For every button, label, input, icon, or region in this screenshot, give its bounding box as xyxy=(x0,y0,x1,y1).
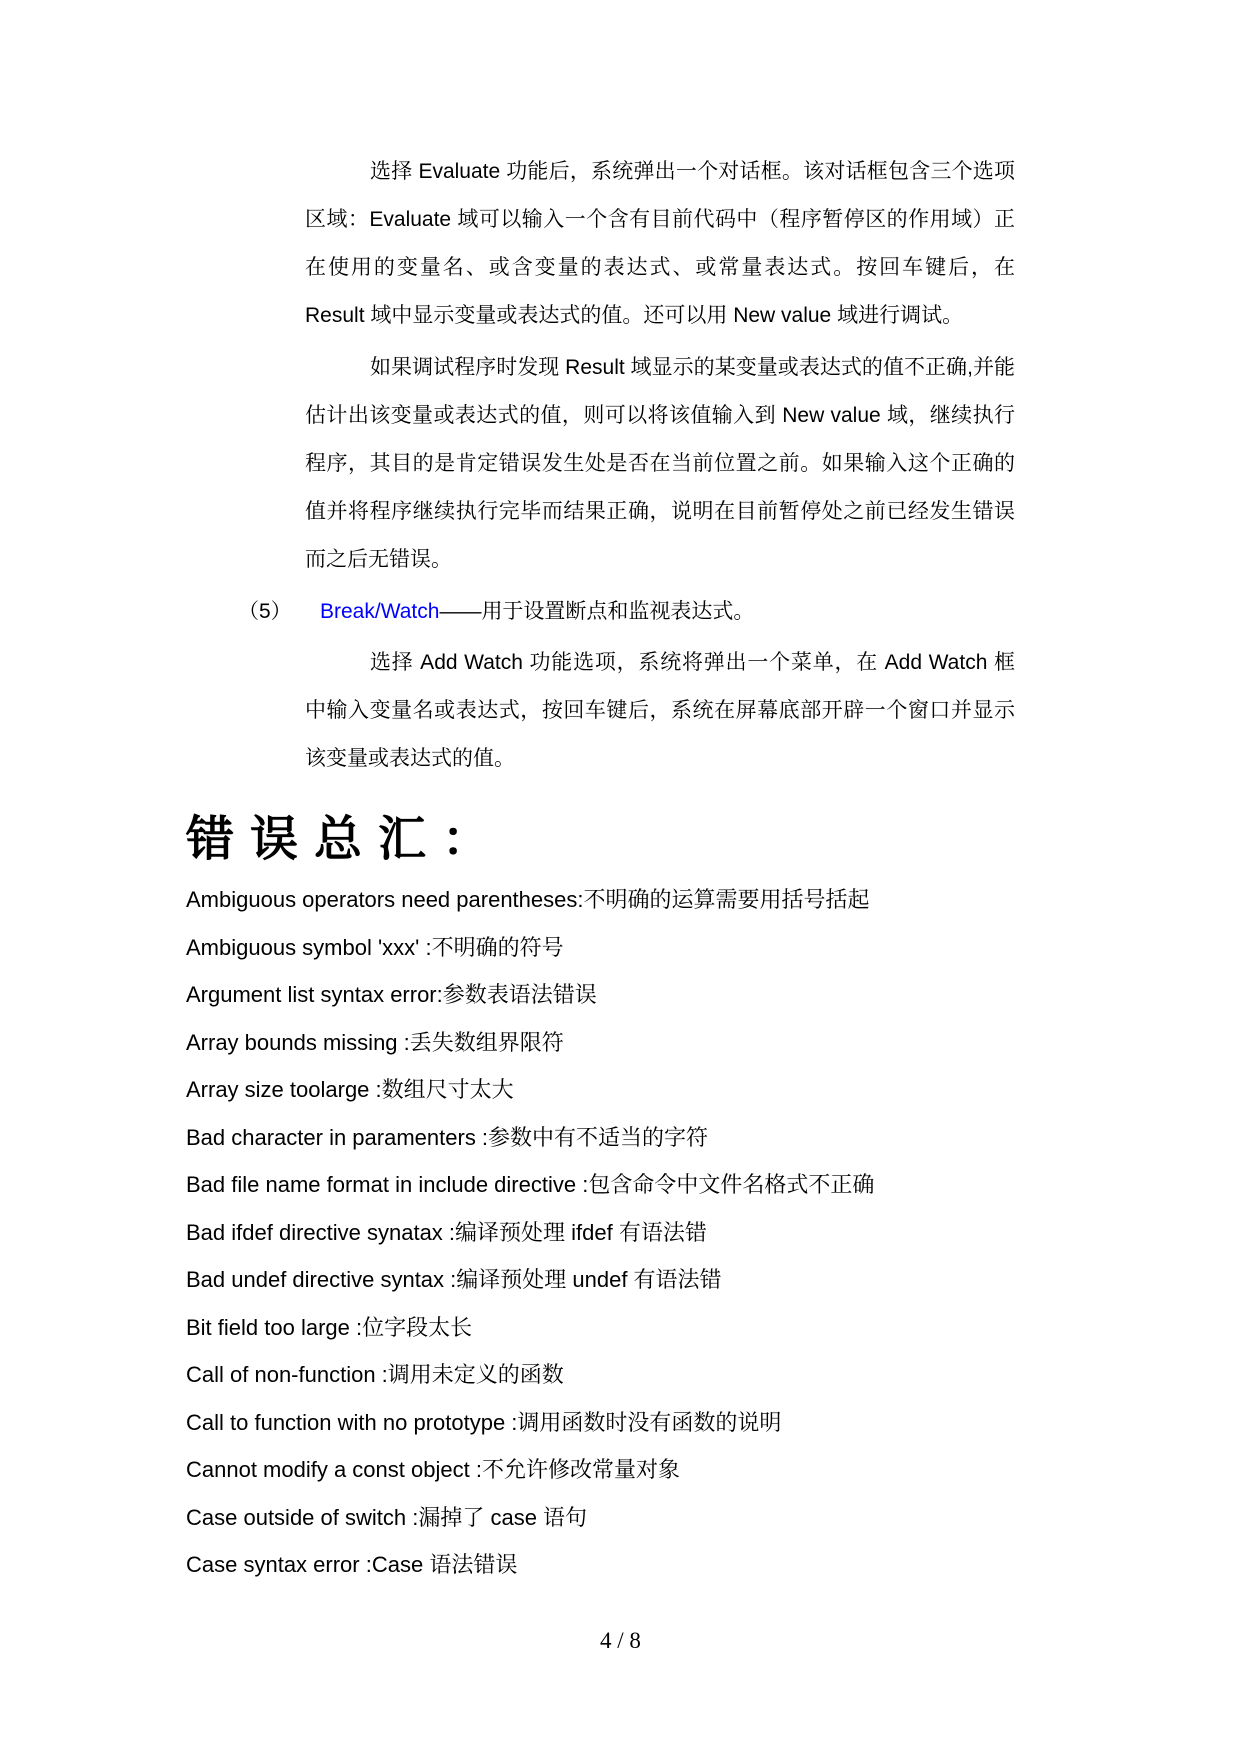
error-english-text: Case outside of switch : xyxy=(186,1504,419,1530)
error-english-text: Bit field too large : xyxy=(186,1314,363,1340)
error-english-text: Array size toolarge : xyxy=(186,1077,382,1102)
list-item-number: （5） xyxy=(238,600,292,623)
errors-section-heading: 错误总汇： xyxy=(186,813,507,866)
error-chinese-text: 位字段太长 xyxy=(362,1314,473,1340)
error-list-item xyxy=(186,1446,1241,1494)
error-list-item xyxy=(186,1399,1241,1447)
error-chinese-text: 不允许修改常量对象 xyxy=(481,1457,680,1482)
error-list-item xyxy=(186,1494,1241,1542)
error-english-text: Bad ifdef directive synatax : xyxy=(186,1219,456,1245)
error-chinese-text: 编译预处理 ifdef 有语法错 xyxy=(455,1219,707,1245)
error-chinese-text: 调用未定义的函数 xyxy=(387,1362,564,1387)
error-list-item xyxy=(186,1256,1241,1304)
error-chinese-text: 不明确的符号 xyxy=(431,934,564,960)
error-english-text: Cannot modify a const object : xyxy=(186,1457,482,1482)
error-list-item xyxy=(186,1304,1241,1352)
error-chinese-text: 包含命令中文件名格式不正确 xyxy=(588,1172,875,1197)
error-list-item xyxy=(186,1066,1241,1114)
error-english-text: Ambiguous symbol 'xxx' : xyxy=(186,934,432,960)
error-english-text: Ambiguous operators need parentheses: xyxy=(186,887,584,912)
list-item-break-watch xyxy=(238,588,1241,636)
error-chinese-text: 调用函数时没有函数的说明 xyxy=(517,1409,782,1435)
error-list-item xyxy=(186,1209,1241,1257)
paragraph-add-watch: 选择 Add Watch 功能选项，系统将弹出一个菜单，在 Add Watch 框中输入变量名或表达式，按回车键后，系统在屏幕底部开辟一个窗口并显示 该变量或表达式的值。 xyxy=(305,651,1015,770)
error-chinese-text: 丢失数组界限符 xyxy=(409,1029,564,1055)
error-chinese-text: 数组尺寸太大 xyxy=(381,1077,514,1102)
error-english-text: Array bounds missing : xyxy=(186,1029,410,1055)
error-list-item xyxy=(186,1019,1241,1067)
paragraph-evaluate: 选择 Evaluate 功能后，系统弹出一个对话框。该对话框包含三个选项区域：Evaluate 域可以输入一个含有目前代码中（程序暂停区的作用域）正在使用的变量名、或含变量的表达式、或常量表达式。按回车键后，在 Result 域中显示变量或表达式的值。还可以用 New value 域进行调试。 xyxy=(305,160,1015,327)
error-english-text: Bad undef directive syntax : xyxy=(186,1267,457,1292)
error-list-item xyxy=(186,1114,1241,1162)
break-watch-link[interactable]: Break/Watch xyxy=(320,600,440,623)
error-list-item xyxy=(186,876,1241,924)
page-number: 4 / 8 xyxy=(600,1627,641,1653)
paragraph-result-debug: 如果调试程序时发现 Result 域显示的某变量或表达式的值不正确,并能估计出该变量或表达式的值，则可以将该值输入到 New value 域，继续执行程序，其目的是肯定错误发生处是否在当前位置之前。如果输入这个正确的值并将程序继续执行完毕而结果正确，说明在目前暂停处之前已经发生错误而之后无错误。 xyxy=(305,356,1015,571)
error-chinese-text: 漏掉了 case 语句 xyxy=(418,1504,588,1530)
error-english-text: Call to function with no prototype : xyxy=(186,1409,518,1435)
error-chinese-text: 编译预处理 undef 有语法错 xyxy=(456,1267,722,1292)
error-list-item xyxy=(186,1541,1241,1589)
error-chinese-text: 不明确的运算需要用括号括起 xyxy=(583,887,870,912)
error-list-item xyxy=(186,1161,1241,1209)
error-english-text: Case syntax error : xyxy=(186,1552,372,1577)
list-item-description: ——用于设置断点和监视表达式。 xyxy=(439,600,755,623)
error-list-item xyxy=(186,1351,1241,1399)
error-chinese-text: 参数中有不适当的字符 xyxy=(488,1124,709,1150)
error-english-text: Argument list syntax error: xyxy=(186,982,443,1007)
error-english-text: Bad file name format in include directive : xyxy=(186,1172,589,1197)
error-list-item xyxy=(186,924,1241,972)
error-chinese-text: Case 语法错误 xyxy=(371,1552,518,1577)
error-chinese-text: 参数表语法错误 xyxy=(442,982,597,1007)
error-english-text: Bad character in paramenters : xyxy=(186,1124,489,1150)
error-list-item xyxy=(186,971,1241,1019)
error-english-text: Call of non-function : xyxy=(186,1362,388,1387)
error-list xyxy=(186,876,1241,1589)
